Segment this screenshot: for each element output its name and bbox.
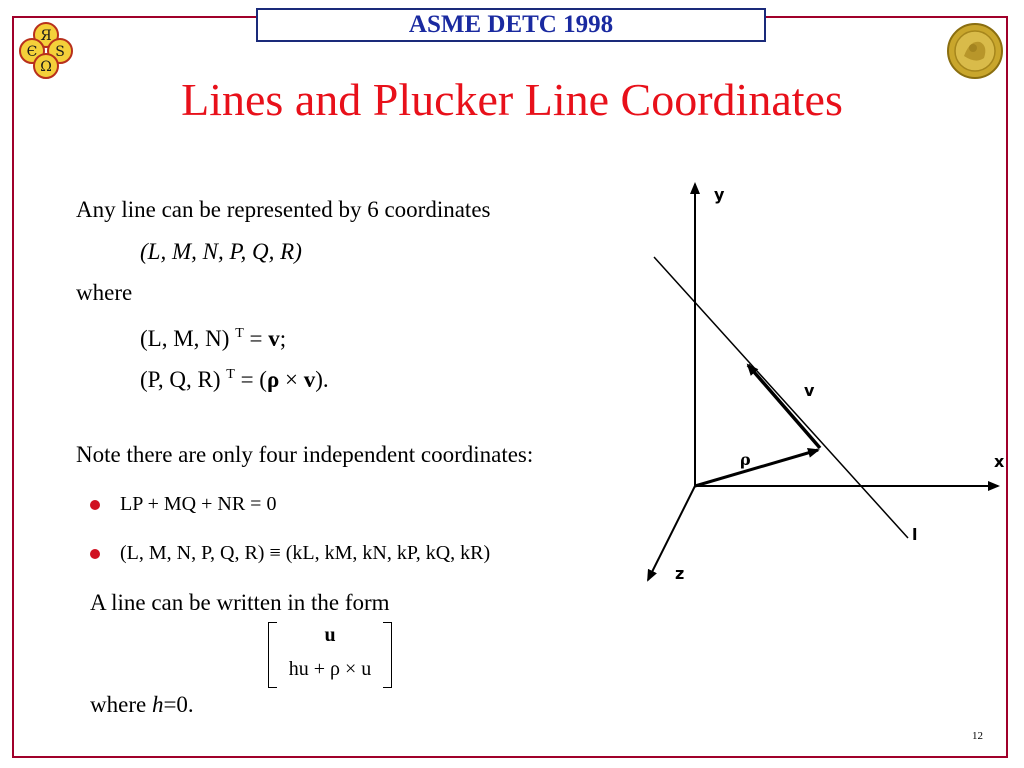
vector-rho [695,450,818,486]
eq2-rho: ρ [266,367,280,392]
logo-letter-right: S [55,44,65,60]
slide-title: Lines and Plucker Line Coordinates [181,74,843,125]
equation-direction [140,320,286,353]
society-emblem-icon [18,20,74,80]
bullet-dot-1 [90,500,100,510]
l-label: l [912,525,918,544]
eq2-left: (P, Q, R) [140,367,221,392]
bullet-dot-2 [90,549,100,559]
eq1-equals: = [249,326,263,351]
eq2-transpose: T [226,367,235,382]
matrix-top-entry: u [324,624,336,646]
form-line: A line can be written in the form [90,590,390,615]
logo-letter-top: Я [40,28,52,44]
eq2-vector-v: v [303,367,316,392]
y-axis-label: y [714,185,725,204]
logo-letter-bottom: Ω [40,59,52,75]
where2-suffix: =0. [163,692,194,717]
where2-prefix: where [90,692,152,717]
v-label: v [804,381,815,400]
eq2-end: ). [315,367,329,392]
line-coordinate-matrix [268,622,392,688]
where2-h: h [151,692,164,717]
logo-letter-left: Є [26,44,38,60]
equation-moment [140,361,329,394]
where-h-line [90,691,194,719]
bullet-item-1: LP + MQ + NR = 0 [120,493,277,515]
matrix-bottom-entry: hu + ρ × u [288,658,372,680]
z-axis [648,486,695,580]
bullet-item-2: (L, M, N, P, Q, R) ≡ (kL, kM, kN, kP, kQ, kR) [120,542,491,564]
x-axis-label: x [994,452,1005,471]
line-geometry-diagram [620,170,1020,600]
z-axis-label: z [675,564,685,583]
eq1-end: ; [279,326,287,351]
coordinates-tuple: (L, M, N, P, Q, R) [140,239,302,264]
rho-label: ρ [740,450,751,469]
intro-line: Any line can be represented by 6 coordinates [76,197,491,222]
eq1-vector-v: v [268,326,280,351]
eq1-left: (L, M, N) [140,326,230,351]
where-label: where [76,280,133,305]
eq2-mid: = ( [240,367,267,392]
line-l [654,257,908,538]
page-number: 12 [972,730,983,742]
eq1-transpose: T [235,326,244,341]
conference-banner: ASME DETC 1998 [256,8,766,42]
vector-v [748,365,820,448]
note-line: Note there are only four independent coordinates: [76,442,534,467]
eq2-times: × [285,367,299,392]
